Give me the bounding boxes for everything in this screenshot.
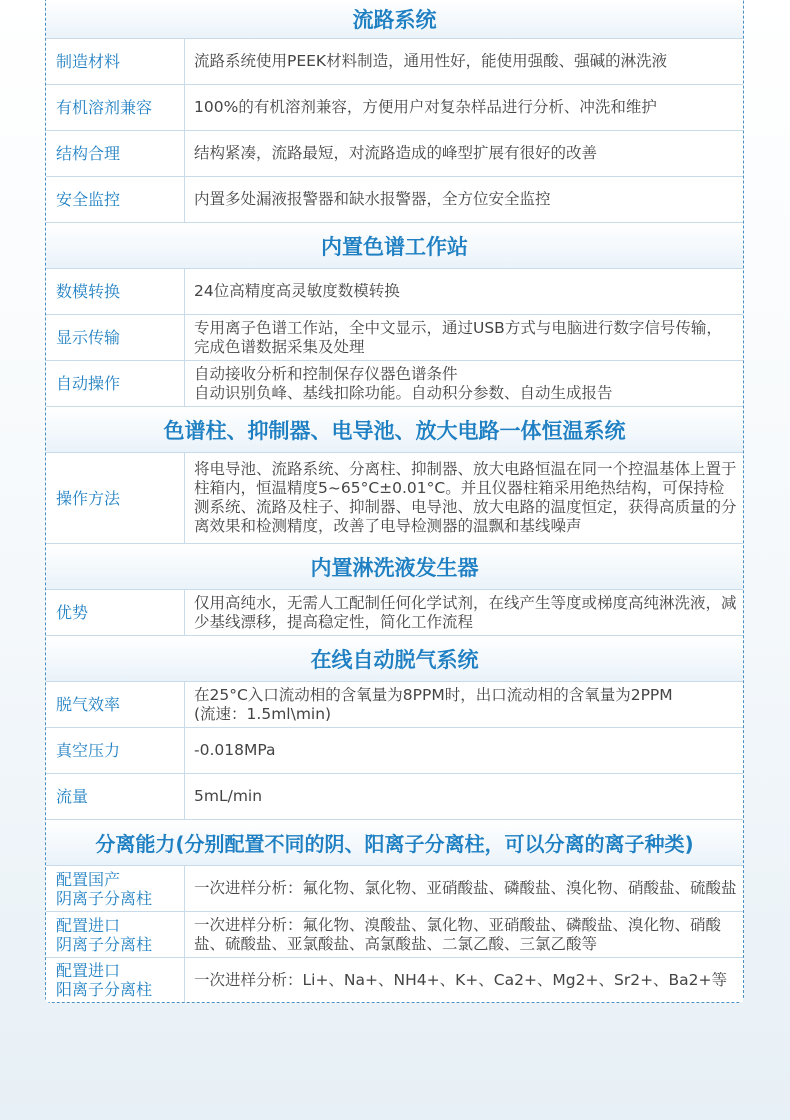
spec-row-flow [46, 774, 743, 820]
row-value [186, 866, 743, 911]
row-value [186, 728, 743, 773]
spec-row-imported-cation [46, 958, 743, 1002]
section-title-thermostat [46, 407, 743, 453]
row-label: 制造材料 [46, 39, 185, 84]
spec-row-structure [46, 131, 743, 177]
spec-row-efficiency [46, 682, 743, 728]
row-value-text: -0.018MPa [194, 741, 276, 759]
row-value [186, 453, 743, 543]
spec-row-display [46, 315, 743, 361]
row-value-text: 5mL/min [194, 787, 263, 805]
spec-row-domestic-anion [46, 866, 743, 912]
row-value-text: 专用离子色谱工作站，全中文显示，通过USB方式与电脑进行数字信号传输，完成色谱数据采集及处理 [194, 318, 722, 356]
row-label: 显示传输 [46, 315, 185, 360]
row-value-text: 100%的有机溶剂兼容，方便用户对复杂样品进行分析、冲洗和维护 [194, 98, 657, 116]
row-value-text: 结构紧凑，流路最短，对流路造成的峰型扩展有很好的改善 [194, 144, 598, 162]
row-value-text: 自动接收分析和控制保存仪器色谱条件 自动识别负峰、基线扣除功能。自动积分参数、自动生成报告 [194, 364, 613, 402]
row-value [186, 590, 743, 635]
section-title-text: 内置色谱工作站 [321, 234, 468, 259]
row-label: 配置进口 阴离子分离柱 [46, 912, 185, 957]
row-label: 自动操作 [46, 361, 185, 406]
row-value [186, 682, 743, 727]
section-title-text: 在线自动脱气系统 [310, 647, 479, 672]
row-label: 数模转换 [46, 269, 185, 314]
section-title-text: 分离能力(分别配置不同的阴、阳离子分离柱，可以分离的离子种类) [95, 832, 694, 856]
spec-row-vacuum [46, 728, 743, 774]
row-value-text: 一次进样分析：氟化物、氯化物、亚硝酸盐、磷酸盐、溴化物、硝酸盐、硫酸盐 [194, 879, 737, 897]
spec-row-imported-anion [46, 912, 743, 958]
section-title-separation [46, 820, 743, 866]
section-title-degas [46, 636, 743, 682]
row-value [186, 958, 743, 1002]
section-title-workstation [46, 223, 743, 269]
row-label: 有机溶剂兼容 [46, 85, 185, 130]
row-value [186, 131, 743, 176]
row-value [186, 361, 743, 406]
spec-row-safety [46, 177, 743, 223]
row-label: 操作方法 [46, 453, 185, 543]
spec-row-material [46, 39, 743, 85]
spec-row-advantage [46, 590, 743, 636]
row-value [186, 912, 743, 957]
row-value [186, 39, 743, 84]
row-value-text: 仅用高纯水，无需人工配制任何化学试剂，在线产生等度或梯度高纯淋洗液，减少基线漂移，提高稳定性，简化工作流程 [194, 593, 737, 631]
row-label: 脱气效率 [46, 682, 185, 727]
row-label: 优势 [46, 590, 185, 635]
row-value-text: 一次进样分析：Li+、Na+、NH4+、K+、Ca2+、Mg2+、Sr2+、Ba2+等 [194, 970, 728, 989]
section-title-text: 流路系统 [352, 8, 437, 32]
row-label: 流量 [46, 774, 185, 819]
row-value-text: 24位高精度高灵敏度数模转换 [194, 282, 400, 300]
row-value-text: 内置多处漏液报警器和缺水报警器，全方位安全监控 [194, 190, 551, 208]
section-title-flow-system [46, 0, 743, 39]
row-label: 配置国产 阴离子分离柱 [46, 866, 185, 911]
row-value-text: 一次进样分析：氟化物、溴酸盐、氯化物、亚硝酸盐、磷酸盐、溴化物、硝酸盐、硫酸盐、亚氯酸盐、高氯酸盐、二氯乙酸、三氯乙酸等 [194, 915, 722, 953]
section-title-text: 内置淋洗液发生器 [310, 555, 479, 580]
row-label: 真空压力 [46, 728, 185, 773]
row-label: 安全监控 [46, 177, 185, 222]
spec-table [45, 0, 744, 1003]
row-value [186, 315, 743, 360]
spec-row-method [46, 453, 743, 544]
spec-row-adc [46, 269, 743, 315]
spec-row-solvent [46, 85, 743, 131]
row-value [186, 269, 743, 314]
row-label: 配置进口 阳离子分离柱 [46, 958, 185, 1002]
row-label: 结构合理 [46, 131, 185, 176]
row-value-text: 在25°C入口流动相的含氧量为8PPM时，出口流动相的含氧量为2PPM (流速：1.5ml\min) [194, 685, 673, 723]
row-value [186, 85, 743, 130]
row-value [186, 774, 743, 819]
row-value-text: 将电导池、流路系统、分离柱、抑制器、放大电路恒温在同一个控温基体上置于柱箱内，恒温精度5~65°C±0.01°C。并且仪器柱箱采用绝热结构，可保持检测系统、流路及柱子、抑制器、电导池、放大电路的温度恒定，获得高质量的分离效果和检测精度，改善了电导检测器的温飘和基线噪声 [194, 460, 737, 535]
section-title-text: 色谱柱、抑制器、电导池、放大电路一体恒温系统 [163, 418, 626, 443]
section-title-eluent [46, 544, 743, 590]
row-value [186, 177, 743, 222]
spec-row-auto [46, 361, 743, 407]
row-value-text: 流路系统使用PEEK材料制造，通用性好，能使用强酸、强碱的淋洗液 [194, 52, 668, 70]
